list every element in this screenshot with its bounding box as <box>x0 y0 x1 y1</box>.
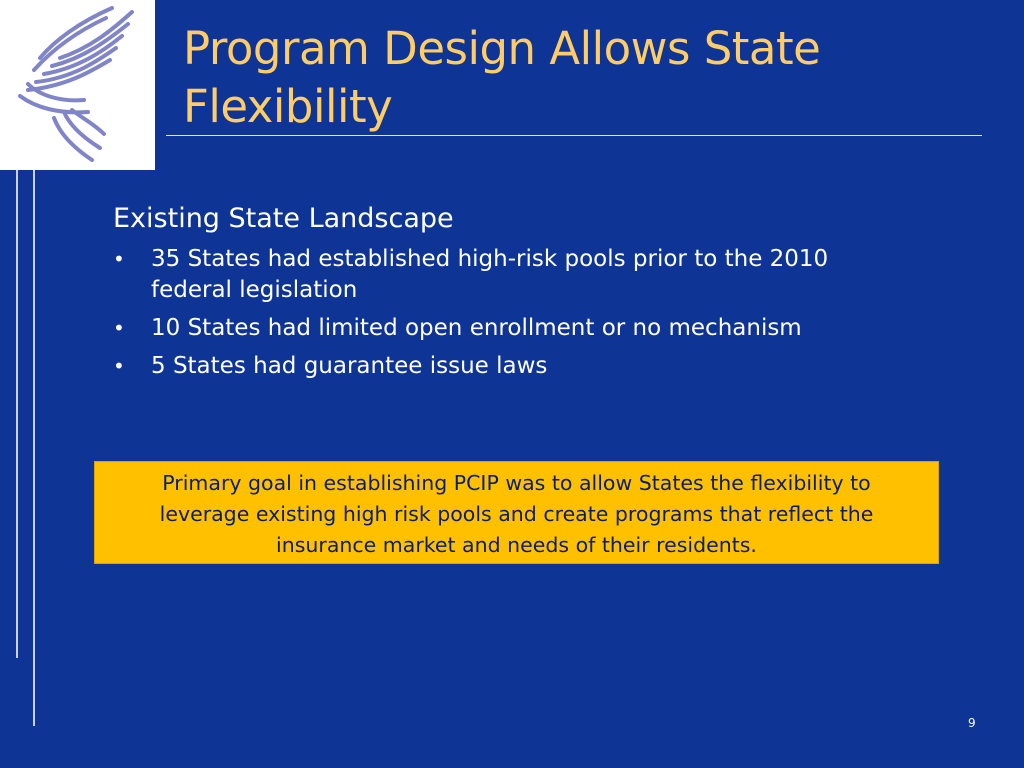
bullet-text: 5 States had guarantee issue laws <box>151 353 548 379</box>
bullet-item <box>113 351 913 382</box>
callout-text: Primary goal in establishing PCIP was to allow States the flexibility to leverage existing high risk pools and create programs that reflect the insurance market and needs of their residents. <box>159 471 874 557</box>
page-number: 9 <box>968 716 976 730</box>
bullet-item <box>113 313 913 344</box>
logo-panel <box>0 0 155 170</box>
bullet-icon: • <box>113 316 125 340</box>
hhs-eagle-logo-icon <box>0 0 155 170</box>
title-underline <box>166 135 982 136</box>
decorative-vertical-line <box>33 170 35 726</box>
callout-box <box>94 461 939 564</box>
section-subheading: Existing State Landscape <box>113 203 454 234</box>
bullet-icon: • <box>113 247 125 271</box>
slide-title: Program Design Allows State Flexibility <box>183 22 821 133</box>
bullet-item <box>113 244 913 306</box>
bullet-list <box>113 244 913 389</box>
decorative-vertical-line <box>16 170 18 658</box>
bullet-text: 35 States had established high-risk pools prior to the 2010 federal legislation <box>151 246 829 303</box>
bullet-text: 10 States had limited open enrollment or no mechanism <box>151 315 802 341</box>
bullet-icon: • <box>113 354 125 378</box>
